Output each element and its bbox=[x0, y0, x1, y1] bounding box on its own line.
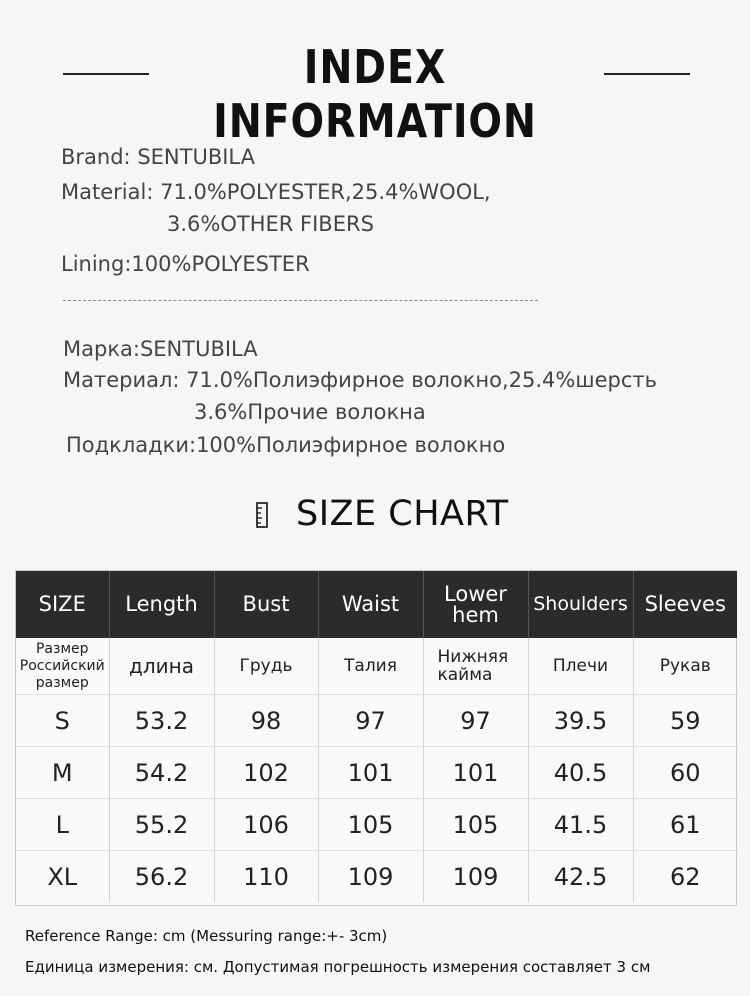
cell-sleeves: 60 bbox=[633, 747, 737, 799]
cell-ru-waist: Талия bbox=[318, 638, 423, 695]
header-lower-hem: Lower hem bbox=[423, 571, 528, 638]
cell-size: XL bbox=[16, 851, 109, 903]
cell-waist: 101 bbox=[318, 747, 423, 799]
reference-note-ru: Единица измерения: см. Допустимая погрешность измерения составляет 3 см bbox=[25, 958, 651, 976]
brand-value: SENTUBILA bbox=[137, 145, 255, 169]
header-shoulders: Shoulders bbox=[528, 571, 633, 638]
divider bbox=[63, 300, 538, 301]
table-row-ru bbox=[16, 638, 737, 695]
brand-label-ru: Марка: bbox=[63, 337, 140, 361]
lining-value-ru: 100%Полиэфирное волокно bbox=[196, 433, 506, 457]
cell-ru-lower-hem: Нижняя кайма bbox=[423, 638, 528, 695]
lining-line-en bbox=[61, 252, 310, 276]
header-bust: Bust bbox=[214, 571, 318, 638]
cell-size: L bbox=[16, 799, 109, 851]
cell-ru-sleeves: Рукав bbox=[633, 638, 737, 695]
cell-lower-hem: 97 bbox=[423, 695, 528, 747]
brand-value-ru: SENTUBILA bbox=[139, 337, 258, 361]
cell-length: 56.2 bbox=[109, 851, 214, 903]
cell-sleeves: 59 bbox=[633, 695, 737, 747]
cell-bust: 106 bbox=[214, 799, 318, 851]
lining-label-ru: Подкладки: bbox=[66, 433, 197, 457]
material-line-ru-2: 3.6%Прочие волокна bbox=[194, 400, 426, 424]
material-line-ru bbox=[63, 368, 657, 392]
table-header-row bbox=[16, 571, 737, 638]
cell-ru-length: длина bbox=[109, 638, 214, 695]
header-rule-left bbox=[63, 73, 149, 75]
index-header bbox=[0, 40, 750, 148]
header-rule-right bbox=[604, 73, 690, 75]
page-title: INDEX INFORMATION bbox=[213, 40, 537, 148]
table-row bbox=[16, 695, 737, 747]
cell-shoulders: 39.5 bbox=[528, 695, 633, 747]
header-length: Length bbox=[109, 571, 214, 638]
lining-line-ru bbox=[66, 433, 505, 457]
ruler-icon bbox=[256, 502, 268, 528]
size-chart-title: SIZE CHART bbox=[296, 494, 509, 534]
table-row bbox=[16, 851, 737, 903]
lining-label: Lining: bbox=[61, 252, 132, 276]
cell-bust: 102 bbox=[214, 747, 318, 799]
cell-length: 53.2 bbox=[109, 695, 214, 747]
cell-lower-hem: 105 bbox=[423, 799, 528, 851]
cell-ru-shoulders: Плечи bbox=[528, 638, 633, 695]
material-label-ru: Материал: bbox=[63, 368, 180, 392]
cell-bust: 98 bbox=[214, 695, 318, 747]
cell-bust: 110 bbox=[214, 851, 318, 903]
header-sleeves: Sleeves bbox=[633, 571, 737, 638]
brand-label: Brand: bbox=[61, 145, 131, 169]
header-waist: Waist bbox=[318, 571, 423, 638]
cell-waist: 97 bbox=[318, 695, 423, 747]
cell-shoulders: 40.5 bbox=[528, 747, 633, 799]
cell-sleeves: 62 bbox=[669, 862, 701, 891]
table-row bbox=[16, 747, 737, 799]
size-table bbox=[15, 570, 737, 906]
cell-shoulders: 41.5 bbox=[528, 799, 633, 851]
material-value-ru-1: 71.0%Полиэфирное волокно,25.4%шерсть bbox=[186, 368, 657, 392]
cell-lower-hem: 109 bbox=[423, 851, 528, 903]
cell-waist: 105 bbox=[318, 799, 423, 851]
reference-note-en: Reference Range: cm (Messuring range:+- 3cm) bbox=[25, 927, 388, 945]
table-row bbox=[16, 799, 737, 851]
cell-size: M bbox=[16, 747, 109, 799]
cell-sleeves: 61 bbox=[633, 799, 737, 851]
material-line-en bbox=[61, 180, 491, 204]
cell-ru-bust: Грудь bbox=[214, 638, 318, 695]
material-value-1: 71.0%POLYESTER,25.4%WOOL, bbox=[160, 180, 491, 204]
lining-value: 100%POLYESTER bbox=[131, 252, 310, 276]
header-size: SIZE bbox=[16, 571, 109, 638]
brand-line-ru bbox=[63, 337, 258, 361]
cell-waist: 109 bbox=[318, 851, 423, 903]
brand-line-en bbox=[61, 145, 255, 169]
cell-length: 54.2 bbox=[109, 747, 214, 799]
cell-ru-size: Размер Российский размер bbox=[16, 638, 109, 695]
cell-shoulders: 42.5 bbox=[528, 851, 633, 903]
cell-size: S bbox=[16, 695, 109, 747]
cell-lower-hem: 101 bbox=[423, 747, 528, 799]
material-label: Material: bbox=[61, 180, 154, 204]
cell-length: 55.2 bbox=[109, 799, 214, 851]
material-line-en-2: 3.6%OTHER FIBERS bbox=[167, 212, 374, 236]
